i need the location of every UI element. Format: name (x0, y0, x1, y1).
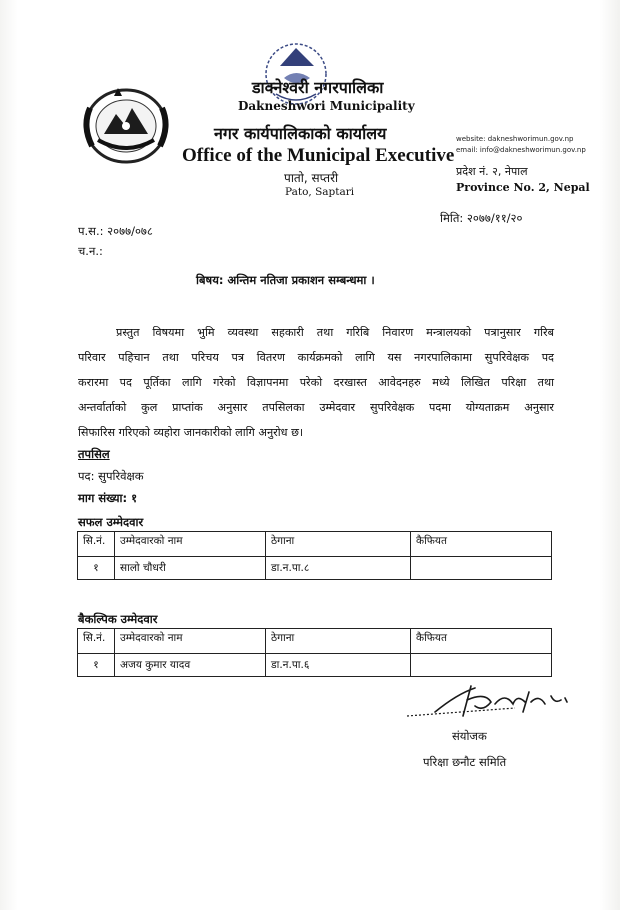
table-cell: डा.न.पा.८ (266, 557, 411, 580)
table-row (78, 557, 552, 580)
table-cell: डा.न.पा.६ (266, 654, 411, 677)
header-cell: कैफियत (411, 532, 552, 557)
table-cell (411, 654, 552, 677)
table-header-row (78, 532, 552, 557)
reference-number: प.स.: २०७७/०७८ (78, 224, 153, 238)
body-line: अन्तर्वार्ताको कुल प्राप्तांक अनुसार तपसिलका उम्मेदवार सुपरिवेक्षक पदमा योग्यताक्रम अनुसार (78, 401, 554, 414)
body-line: करारमा पद पूर्तिका लागि गरेको विज्ञापनमा परेको दरखास्त आवेदनहरु मध्ये लिखित परिक्षा तथा (78, 376, 554, 389)
header-cell: उम्मेदवारको नाम (115, 532, 266, 557)
location-nepali: पातो, सप्तरी (284, 171, 339, 185)
table-header-row (78, 629, 552, 654)
municipality-name-english: Dakneshwori Municipality (238, 99, 415, 113)
header-cell: सि.नं. (78, 629, 115, 654)
header-cell: ठेगाना (266, 532, 411, 557)
table-cell: अजय कुमार यादव (115, 654, 266, 677)
subject-line: बिषय: अन्तिम नतिजा प्रकाशन सम्बन्धमा । (196, 273, 375, 287)
dispatch-number: च.न.: (78, 244, 103, 258)
table-row (78, 654, 552, 677)
post-label: पद: सुपरिवेक्षक (78, 469, 144, 483)
header-cell: उम्मेदवारको नाम (115, 629, 266, 654)
alternate-heading: बैकल्पिक उम्मेदवार (78, 612, 158, 626)
body-line: प्रस्तुत विषयमा भुमि व्यवस्था सहकारी तथा गरिबि निवारण मन्त्रालयको पत्रानुसार गरिब (116, 326, 554, 339)
nepal-emblem-logo (76, 78, 176, 168)
table-cell: १ (78, 557, 115, 580)
header-cell: कैफियत (411, 629, 552, 654)
committee-name: परिक्षा छनौट समिति (423, 755, 507, 769)
header-cell: ठेगाना (266, 629, 411, 654)
table-cell: सालो चौधरी (115, 557, 266, 580)
email-text: email: info@dakneshworimun.gov.np (456, 146, 586, 154)
location-english: Pato, Saptari (285, 186, 355, 198)
handwritten-signature (405, 682, 575, 722)
signatory-title: संयोजक (452, 729, 487, 743)
office-name-nepali: नगर कार्यपालिकाको कार्यालय (214, 124, 387, 143)
successful-candidates-table (77, 531, 552, 580)
details-heading: तपसिल (78, 447, 110, 461)
body-line: सिफारिस गरिएको व्यहोरा जानकारीको लागि अनुरोध छ। (78, 426, 304, 439)
province-english: Province No. 2, Nepal (456, 181, 590, 194)
province-nepali: प्रदेश नं. २, नेपाल (456, 165, 528, 178)
municipality-name-nepali: डाक्नेश्वरी नगरपालिका (252, 78, 384, 97)
alternate-candidates-table (77, 628, 552, 677)
header-cell: सि.नं. (78, 532, 115, 557)
table-cell: १ (78, 654, 115, 677)
office-name-english: Office of the Municipal Executive (182, 145, 455, 166)
successful-heading: सफल उम्मेदवार (78, 515, 144, 529)
body-line: परिवार पहिचान तथा परिचय पत्र वितरण कार्यक्रमको लागि यस नगरपालिकामा सुपरिवेक्षक पद (78, 351, 554, 364)
demand-count: माग संख्या: १ (78, 491, 138, 505)
table-cell (411, 557, 552, 580)
website-text: website: dakneshworimun.gov.np (456, 135, 574, 143)
letter-date: मिति: २०७७/११/२० (440, 211, 523, 225)
